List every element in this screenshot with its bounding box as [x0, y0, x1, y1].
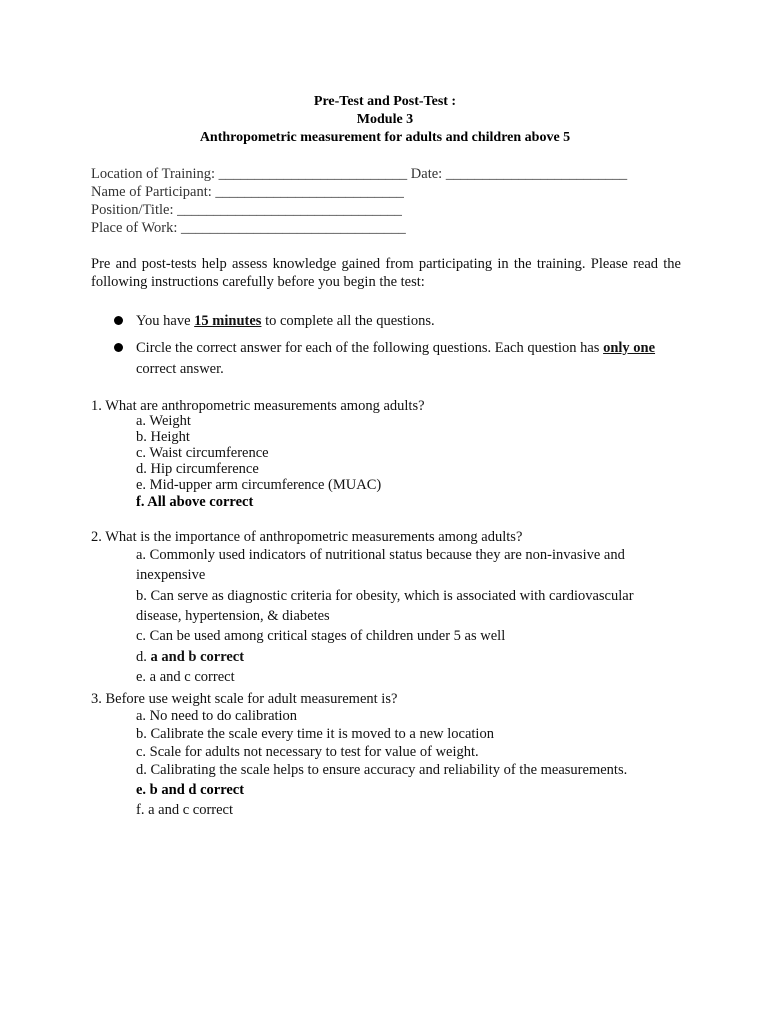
q1-option-c[interactable]: c. Waist circumference	[136, 445, 269, 461]
time-limit: 15 minutes	[194, 313, 262, 329]
q3-option-b[interactable]: b. Calibrate the scale every time it is moved to a new location	[136, 726, 494, 742]
q3-option-c[interactable]: c. Scale for adults not necessary to test for value of weight.	[136, 744, 479, 760]
question-2: 2. What is the importance of anthropometric measurements among adults?	[91, 529, 523, 545]
question-1: 1. What are anthropometric measurements among adults?	[91, 398, 425, 414]
q1-option-b[interactable]: b. Height	[136, 429, 190, 445]
q1-option-e[interactable]: e. Mid-upper arm circumference (MUAC)	[136, 477, 382, 493]
question-3: 3. Before use weight scale for adult measurement is?	[91, 691, 398, 707]
module-label: Module 3	[356, 112, 414, 127]
q2-option-e[interactable]: e. a and c correct	[136, 669, 235, 685]
q1-option-a[interactable]: a. Weight	[136, 413, 191, 429]
bullet-icon	[114, 316, 123, 325]
q2-option-d[interactable]	[136, 649, 244, 666]
instruction-text: to complete all the questions.	[261, 313, 435, 329]
doc-subtitle: Anthropometric measurement for adults and children above 5	[199, 130, 571, 145]
location-date-field: Location of Training: __________________________ Date: _________________________	[91, 166, 628, 182]
q3-option-e[interactable]: e. b and d correct	[136, 782, 245, 798]
q3-option-f[interactable]: f. a and c correct	[136, 802, 234, 818]
q2-option-b[interactable]: b. Can serve as diagnostic criteria for obesity, which is associated with cardiovascular disease, hypertension, & diabetes	[136, 588, 634, 624]
instruction-text: Circle the correct answer for each of the following questions. Each question has	[136, 340, 604, 356]
participant-name-field: Name of Participant: __________________________	[91, 184, 404, 200]
option-letter: d.	[136, 649, 151, 665]
instruction-text: You have	[136, 313, 195, 329]
instruction-text: correct answer.	[136, 361, 224, 377]
q2-answer: a and b correct	[150, 649, 245, 665]
q2-option-c[interactable]: c. Can be used among critical stages of children under 5 as well	[136, 628, 506, 644]
place-of-work-field: Place of Work: _______________________________	[91, 220, 406, 236]
q1-option-d[interactable]: d. Hip circumference	[136, 461, 259, 477]
bullet-icon	[114, 343, 123, 352]
intro-paragraph: Pre and post-tests help assess knowledge gained from participating in the training. Please read the following instructions carefully before you begin the test:	[91, 256, 681, 290]
q2-option-a[interactable]: a. Commonly used indicators of nutritional status because they are non-invasive and inexpensive	[136, 547, 625, 583]
q3-option-a[interactable]: a. No need to do calibration	[136, 708, 298, 724]
q1-option-f[interactable]: f. All above correct	[136, 494, 254, 510]
doc-title: Pre-Test and Post-Test :	[313, 94, 457, 109]
position-title-field: Position/Title: _______________________________	[91, 202, 402, 218]
only-one-emphasis: only one	[603, 340, 656, 356]
q3-option-d[interactable]: d. Calibrating the scale helps to ensure accuracy and reliability of the measurements.	[136, 762, 628, 778]
